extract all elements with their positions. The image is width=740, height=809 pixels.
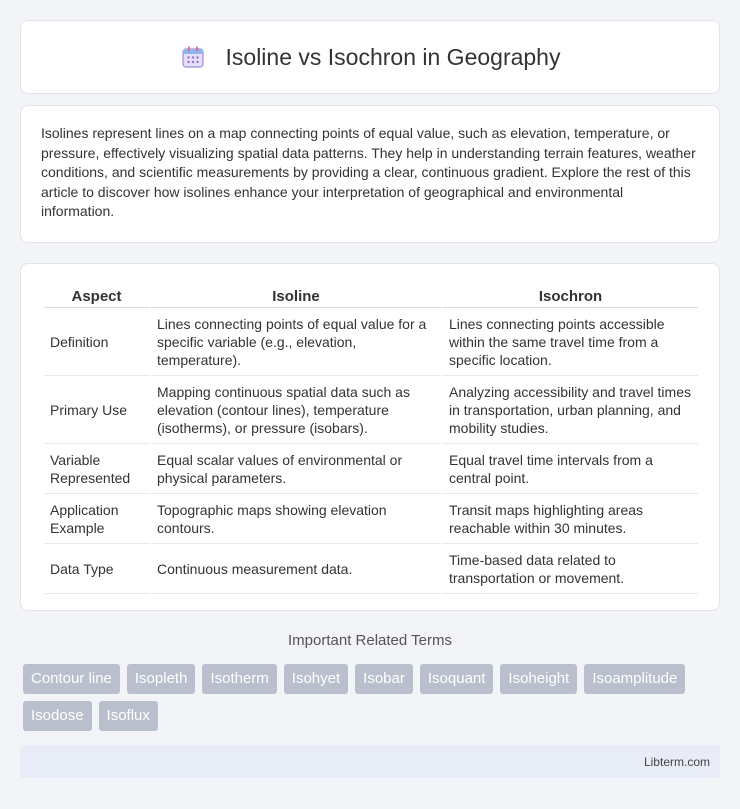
aspect-cell: Primary Use (44, 377, 149, 444)
isoline-cell: Equal scalar values of environmental or physical parameters. (151, 445, 441, 494)
isoline-cell: Mapping continuous spatial data such as elevation (contour lines), temperature (isotherms), or pressure (isobars). (151, 377, 441, 444)
tag-isodose[interactable]: Isodose (23, 701, 92, 731)
isoline-cell: Topographic maps showing elevation contours. (151, 495, 441, 544)
intro-text: Isolines represent lines on a map connecting points of equal value, such as elevation, temperature, or pressure, effectively visualizing spatial data patterns. They help in understanding terrain features, weather conditions, and scientific measurements by providing a clear, continuous gradient. Explore the rest of this article to discover how isolines enhance your interpretation of geographical and environmental information. (41, 125, 696, 220)
table-row (44, 495, 698, 544)
header-aspect: Aspect (44, 285, 149, 308)
header-isochron: Isochron (443, 285, 698, 308)
comparison-table-card (20, 263, 720, 611)
aspect-cell: Definition (44, 309, 149, 376)
isochron-cell: Lines connecting points accessible within the same travel time from a specific location. (443, 309, 698, 376)
tag-contour-line[interactable]: Contour line (23, 664, 120, 694)
table-row (44, 377, 698, 444)
header-isoline: Isoline (151, 285, 441, 308)
tag-isoflux[interactable]: Isoflux (99, 701, 158, 731)
table-row (44, 309, 698, 376)
related-terms-title: Important Related Terms (288, 632, 452, 649)
table-row (44, 445, 698, 494)
aspect-cell: Variable Represented (44, 445, 149, 494)
comparison-table (42, 284, 700, 595)
intro-card (20, 105, 720, 243)
footer (20, 745, 720, 778)
isochron-cell: Time-based data related to transportation or movement. (443, 545, 698, 594)
tag-isohyet[interactable]: Isohyet (284, 664, 348, 694)
aspect-cell: Data Type (44, 545, 149, 594)
table-row (44, 545, 698, 594)
header-card (20, 20, 720, 94)
table-header-row (44, 285, 698, 308)
tag-isopleth[interactable]: Isopleth (127, 664, 196, 694)
related-terms-tags (23, 664, 723, 738)
tag-isotherm[interactable]: Isotherm (202, 664, 276, 694)
tag-isoheight[interactable]: Isoheight (500, 664, 577, 694)
isoline-cell: Lines connecting points of equal value for a specific variable (e.g., elevation, temperature). (151, 309, 441, 376)
tag-isoquant[interactable]: Isoquant (420, 664, 494, 694)
isoline-cell: Continuous measurement data. (151, 545, 441, 594)
tag-isoamplitude[interactable]: Isoamplitude (584, 664, 685, 694)
isochron-cell: Analyzing accessibility and travel times in transportation, urban planning, and mobility studies. (443, 377, 698, 444)
isochron-cell: Transit maps highlighting areas reachable within 30 minutes. (443, 495, 698, 544)
isochron-cell: Equal travel time intervals from a central point. (443, 445, 698, 494)
footer-site-link[interactable]: Libterm.com (643, 754, 710, 769)
tag-isobar[interactable]: Isobar (355, 664, 413, 694)
page-title: Isoline vs Isochron in Geography (225, 43, 561, 70)
calendar-icon (180, 44, 206, 70)
aspect-cell: Application Example (44, 495, 149, 544)
